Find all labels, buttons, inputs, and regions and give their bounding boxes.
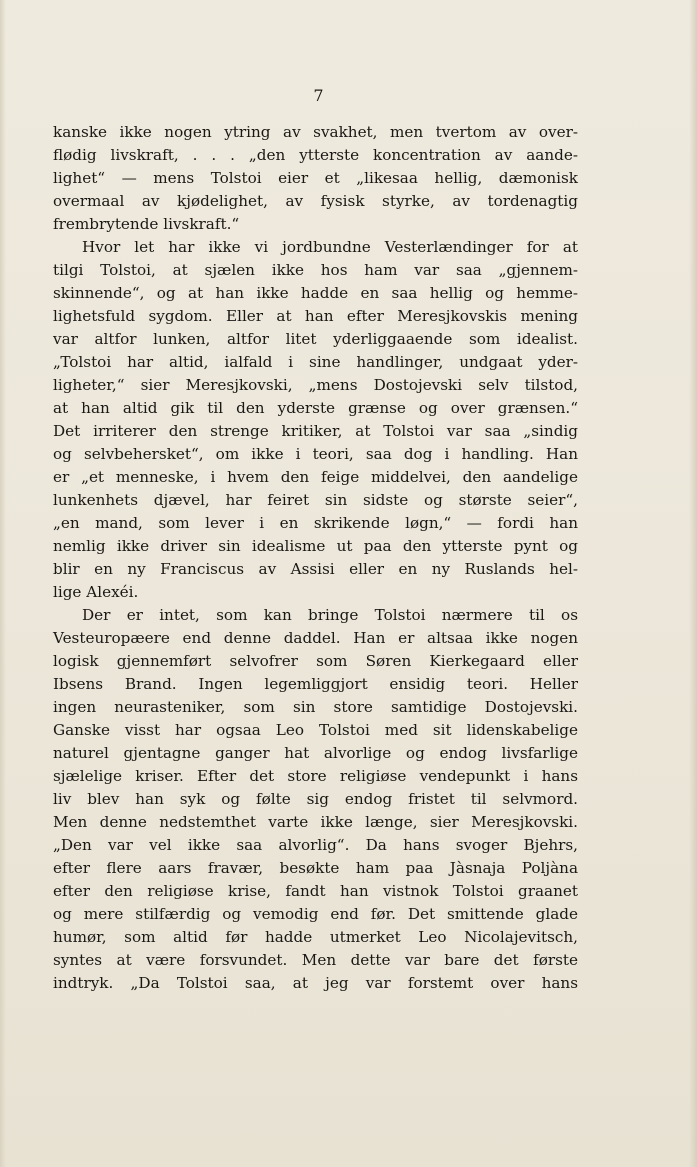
text-line: „en mand, som lever i en skrikende løgn,“ — fordi han xyxy=(53,514,578,532)
page-edge-shadow-right xyxy=(689,0,697,1167)
text-line: at han altid gik til den yderste grænse og over grænsen.“ xyxy=(53,399,578,417)
text-line: var altfor lunken, altfor litet yderliggaaende som idealist. xyxy=(53,330,578,348)
text-line: ingen neurasteniker, som sin store samtidige Dostojevski. xyxy=(53,698,578,716)
text-line: ligheter,“ sier Meresjkovski, „mens Dostojevski selv tilstod, xyxy=(53,376,578,394)
text-line: overmaal av kjødelighet, av fysisk styrke, av tordenagtig xyxy=(53,192,578,210)
text-line: frembrytende livskraft.“ xyxy=(53,215,240,233)
text-line: sjælelige kriser. Efter det store religiøse vendepunkt i hans xyxy=(53,767,578,785)
text-line: Men denne nedstemthet varte ikke længe, sier Meresjkovski. xyxy=(53,813,578,831)
text-line: kanske ikke nogen ytring av svakhet, men tvertom av over- xyxy=(53,123,578,141)
text-line: lunkenhets djævel, har feiret sin sidste og største seier“, xyxy=(53,491,578,509)
text-line: flødig livskraft, . . . „den ytterste koncentration av aande- xyxy=(53,146,578,164)
body-text xyxy=(53,121,578,995)
text-line: syntes at være forsvundet. Men dette var bare det første xyxy=(53,951,578,969)
text-line: Det irriterer den strenge kritiker, at Tolstoi var saa „sindig xyxy=(53,422,578,440)
page-edge-shadow-left xyxy=(0,0,6,1167)
text-line: skinnende“, og at han ikke hadde en saa hellig og hemme- xyxy=(53,284,578,302)
text-line: Der er intet, som kan bringe Tolstoi nærmere til os xyxy=(82,606,578,624)
text-line: nemlig ikke driver sin idealisme ut paa den ytterste pynt og xyxy=(53,537,578,555)
text-line: Vesteuropæere end denne daddel. Han er altsaa ikke nogen xyxy=(53,629,578,647)
text-line: lighetsfuld sygdom. Eller at han efter Meresjkovskis mening xyxy=(53,307,578,325)
text-line: Hvor let har ikke vi jordbundne Vesterlændinger for at xyxy=(82,238,578,256)
text-line: lighet“ — mens Tolstoi eier et „likesaa hellig, dæmonisk xyxy=(53,169,578,187)
text-line: blir en ny Franciscus av Assisi eller en ny Ruslands hel- xyxy=(53,560,578,578)
page-number: 7 xyxy=(313,86,324,105)
text-line: humør, som altid før hadde utmerket Leo Nicolajevitsch, xyxy=(53,928,578,946)
text-line: Ibsens Brand. Ingen legemliggjort ensidig teori. Heller xyxy=(53,675,578,693)
text-line: tilgi Tolstoi, at sjælen ikke hos ham var saa „gjennem- xyxy=(53,261,578,279)
text-line: efter den religiøse krise, fandt han vistnok Tolstoi graanet xyxy=(53,882,578,900)
text-line: „Tolstoi har altid, ialfald i sine handlinger, undgaat yder- xyxy=(53,353,578,371)
text-line: efter flere aars fravær, besøkte ham paa Jàsnaja Poljàna xyxy=(53,859,578,877)
text-line: „Den var vel ikke saa alvorlig“. Da hans svoger Bjehrs, xyxy=(53,836,578,854)
text-line: Ganske visst har ogsaa Leo Tolstoi med sit lidenskabelige xyxy=(53,721,578,739)
text-line: logisk gjennemført selvofrer som Søren Kierkegaard eller xyxy=(53,652,578,670)
text-line: og mere stilfærdig og vemodig end før. Det smittende glade xyxy=(53,905,578,923)
text-line: lige Alexéi. xyxy=(53,583,139,601)
text-line: indtryk. „Da Tolstoi saa, at jeg var forstemt over hans xyxy=(53,974,578,992)
text-line: og selvbehersket“, om ikke i teori, saa dog i handling. Han xyxy=(53,445,578,463)
text-line: er „et menneske, i hvem den feige middelvei, den aandelige xyxy=(53,468,578,486)
text-line: naturel gjentagne ganger hat alvorlige og endog livsfarlige xyxy=(53,744,578,762)
text-line: liv blev han syk og følte sig endog fristet til selvmord. xyxy=(53,790,578,808)
